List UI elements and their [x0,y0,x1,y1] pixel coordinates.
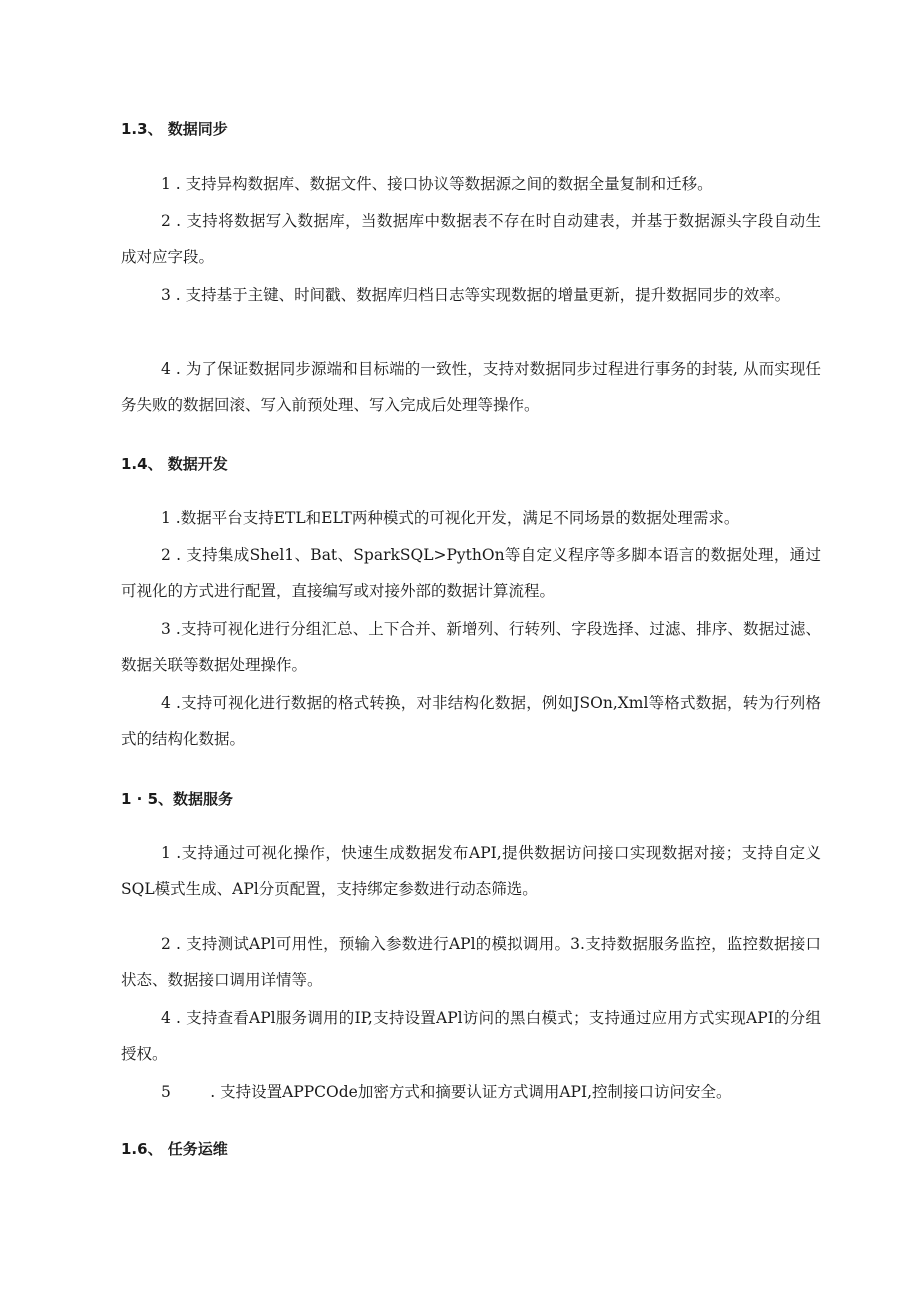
paragraph-1-4-item-2: 2 . 支持集成Shel1、Bat、SparkSQL>PythOn等自定义程序等多脚本语言的数据处理，通过可视化的方式进行配置，直接编写或对接外部的数据计算流程。 [121,546,821,600]
paragraph-1-4-item-1: 1 .数据平台支持ETL和ELT两种模式的可视化开发，满足不同场景的数据处理需求。 [161,509,740,527]
paragraph-1-3-item-4: 4 . 为了保证数据同步源端和目标端的一致性，支持对数据同步过程进行事务的封装, 从而实现任务失败的数据回滚、写入前预处理、写入完成后处理等操作。 [121,360,821,414]
paragraph-1-3-item-1: 1 . 支持异构数据库、数据文件、接口协议等数据源之间的数据全量复制和迁移。 [161,175,713,193]
paragraph-1-5-item-1: 1 .支持通过可视化操作，快速生成数据发布API,提供数据访问接口实现数据对接；支持自定义SQL模式生成、APl分页配置，支持绑定参数进行动态筛选。 [121,844,821,898]
paragraph-1-5-item-2: 2 . 支持测试APl可用性，预输入参数进行APl的模拟调用。3.支持数据服务监控，监控数据接口状态、数据接口调用详情等。 [121,935,821,989]
paragraph-1-3-item-3: 3 . 支持基于主键、时间戳、数据库归档日志等实现数据的增量更新，提升数据同步的效率。 [161,286,791,304]
paragraph-1-4-item-4: 4 .支持可视化进行数据的格式转换，对非结构化数据，例如JSOn,Xml等格式数据，转为行列格式的结构化数据。 [121,694,821,748]
paragraph-1-3-item-2: 2 . 支持将数据写入数据库，当数据库中数据表不存在时自动建表，并基于数据源头字段自动生成对应字段。 [121,212,821,266]
paragraph-1-5-item-4: 4 . 支持查看APl服务调用的IP,支持设置APl访问的黑白模式；支持通过应用方式实现API的分组授权。 [121,1009,821,1063]
section-heading-1-4: 1.4、 数据开发 [121,455,228,473]
paragraph-1-4-item-3: 3 .支持可视化进行分组汇总、上下合并、新增列、行转列、字段选择、过滤、排序、数据过滤、数据关联等数据处理操作。 [121,620,821,674]
section-heading-1-6: 1.6、 任务运维 [121,1140,228,1158]
section-heading-1-5: 1 · 5、数据服务 [121,790,234,808]
section-heading-1-3: 1.3、 数据同步 [121,120,228,138]
paragraph-1-5-item-5: 5 . 支持设置APPCOde加密方式和摘要认证方式调用API,控制接口访问安全。 [161,1083,732,1101]
